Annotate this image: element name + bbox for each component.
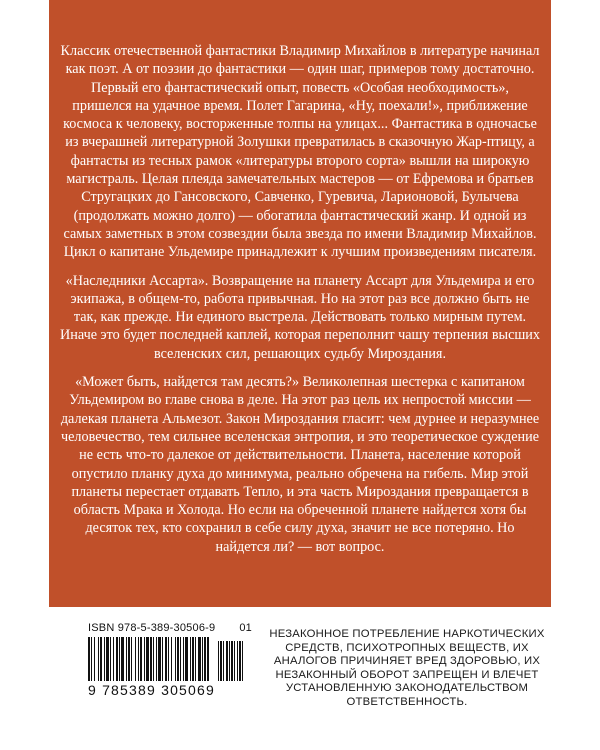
- isbn-addon: 01: [239, 622, 252, 634]
- blurb-paragraph-author: Классик отечественной фантастики Владимир Михайлов в литературе начинал как поэт. А от поэзии до фантастики — один шаг, примеров тому достаточно. Первый его фантастический опыт, повесть «Особая необходимость», пришелся на удачное время. Полет Гагарина, «Ну, поехали!», приближение космоса к человеку, восторженные толпы на улицах... Фантастика в одночасье из вчерашней литературной Золушки превратилась в сказочную Жар-птицу, а фантасты из тесных рамок «литературы второго сорта» вышли на широкую магистраль. Целая плеяда замечательных мастеров — от Ефремова и братьев Стругацких до Гансовского, Савченко, Гуревича, Ларионовой, Булычева (продолжать можно долго) — обогатила фантастический жанр. И одной из самых заметных в этом созвездии была звезда по имени Владимир Михайлов. Цикл о капитане Ульдемире принадлежит к лучшим произведениям писателя.: [60, 43, 540, 261]
- blurb-text: [60, 42, 540, 556]
- isbn-line: [88, 622, 252, 634]
- legal-warning: НЕЗАКОННОЕ ПОТРЕБЛЕНИЕ НАРКОТИЧЕСКИХ СРЕДСТВ, ПСИХОТРОПНЫХ ВЕЩЕСТВ, ИХ АНАЛОГОВ ПРИЧИНЯЕТ ВРЕД ЗДОРОВЬЮ, ИХ НЕЗАКОННЫЙ ОБОРОТ ЗАПРЕЩЕН И ВЛЕЧЕТ УСТАНОВЛЕННУЮ ЗАКОНОДАТЕЛЬСТВОМ ОТВЕТСТВЕННОСТЬ.: [269, 628, 545, 708]
- isbn-number: ISBN 978-5-389-30506-9: [88, 622, 216, 634]
- barcode-digits: 9 785389 305069: [88, 682, 215, 698]
- barcode-icon: [88, 637, 252, 681]
- isbn-barcode-block: [88, 622, 252, 698]
- blurb-paragraph-assart: «Наследники Ассарта». Возвращение на планету Ассарт для Ульдемира и его экипажа, в общем-то, работа привычная. Но на этот раз все должно быть не так, как прежде. Ни единого выстрела. Действовать только мирным путем. Иначе это будет последней каплей, которая переполнит чашу терпения высших вселенских сил, решающих судьбу Мироздания.: [60, 272, 540, 362]
- blurb-paragraph-almezot: «Может быть, найдется там десять?» Великолепная шестерка с капитаном Ульдемиром во главе снова в деле. На этот раз цель их непростой миссии — далекая планета Альмезот. Закон Мироздания гласит: чем дурнее и неразумнее человечество, тем сильнее вселенская энтропия, и это теоретическое суждение не есть что-то далекое от действительности. Планета, население которой опустило планку духа до минимума, реально обречена на гибель. Мир этой планеты перестает отдавать Тепло, и эта часть Мироздания превращается в область Мрака и Холода. Но если на обреченной планете найдется хотя бы десяток тех, кто сохранил в себе силу духа, значит не все потеряно. Но найдется ли? — вот вопрос.: [60, 374, 540, 555]
